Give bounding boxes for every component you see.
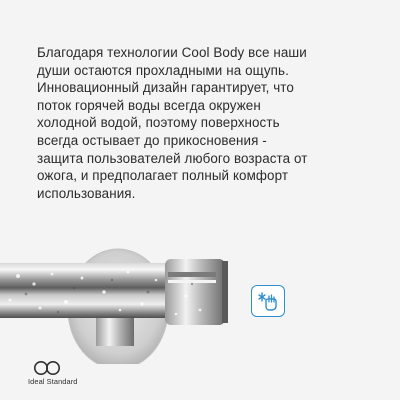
- description-text: [37, 44, 367, 202]
- description-line: холодной водой, поэтому поверхность: [37, 115, 280, 131]
- description-line: Благодаря технологии Cool Body все наши: [37, 45, 307, 60]
- description-line: защита пользователей любого возраста от: [37, 150, 308, 166]
- cool-body-feature-badge: [251, 285, 285, 317]
- thermostatic-shower-valve-image: [0, 214, 260, 364]
- description-line: Инновационный дизайн гарантирует, что: [37, 80, 294, 96]
- brand-logo: [28, 360, 108, 388]
- cool-body-water-icon: [256, 290, 280, 312]
- ideal-standard-logo-icon: [32, 360, 62, 376]
- description-line: всегда остывает до прикосновения -: [37, 132, 267, 148]
- description-line: ожога, и предполагает полный комфорт: [37, 168, 289, 184]
- description-line: души остаются прохладными на ощупь.: [37, 62, 289, 78]
- description-line: использования.: [37, 185, 136, 201]
- description-line: поток горячей воды всегда окружен: [37, 97, 261, 113]
- brand-name: Ideal Standard: [28, 377, 78, 386]
